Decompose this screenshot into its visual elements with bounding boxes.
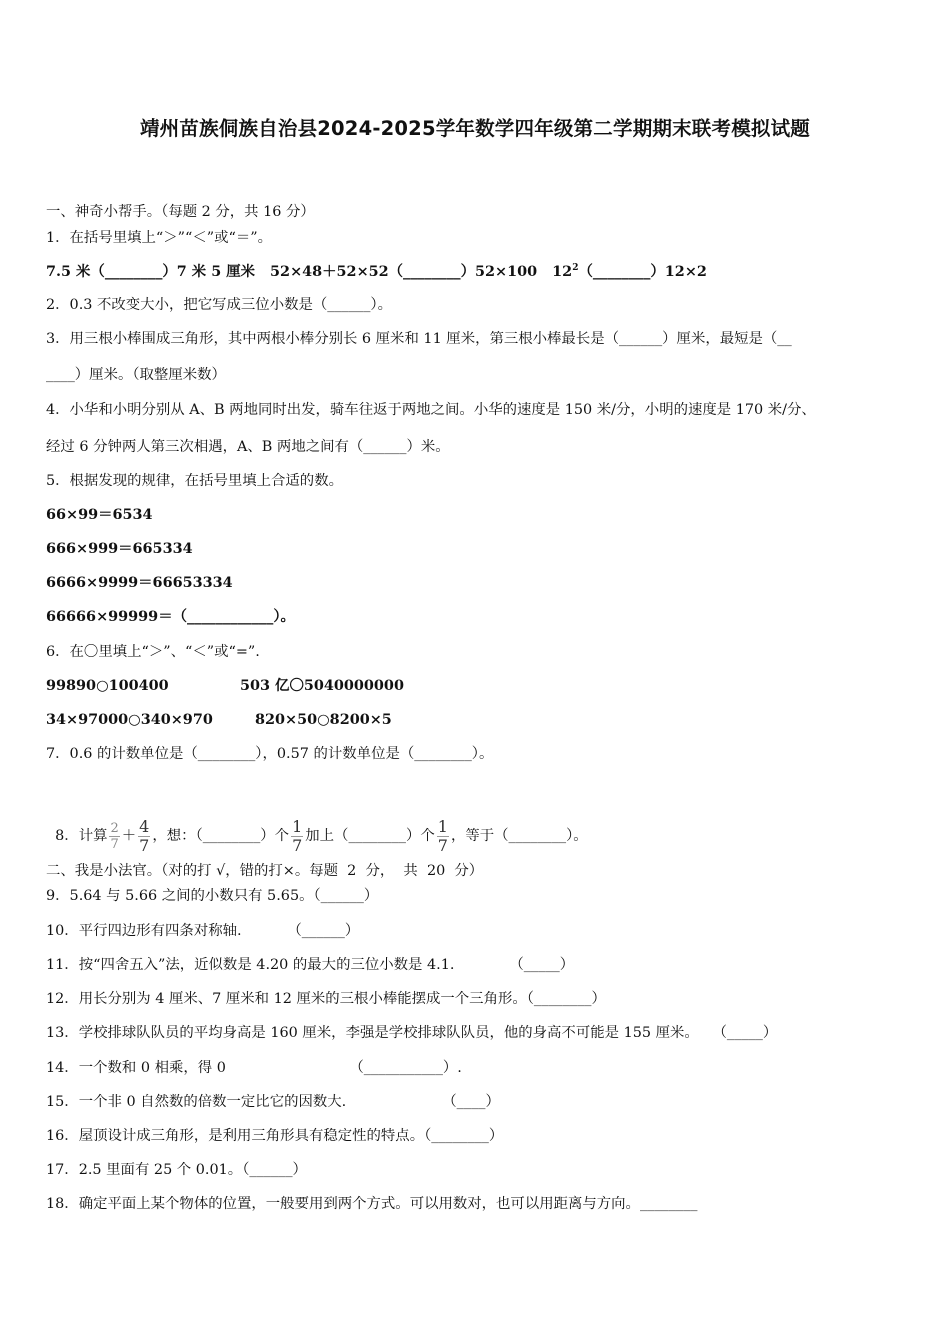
question-6-item: 820×50○8200×5 bbox=[255, 711, 392, 728]
question-18: 18．确定平面上某个物体的位置，一般要用到两个方式。可以用数对，也可以用距离与方向。________ bbox=[46, 1196, 698, 1212]
question-4-line2: 经过 6 分钟两人第三次相遇，A、B 两地之间有（______）米。 bbox=[46, 439, 450, 455]
question-4-line1: 4．小华和小明分别从 A、B 两地同时出发，骑车往返于两地之间。小华的速度是 150 米/分，小明的速度是 170 米/分、 bbox=[46, 402, 816, 418]
fraction bbox=[138, 818, 150, 855]
fraction-denominator: 7 bbox=[292, 835, 303, 855]
fraction bbox=[437, 818, 449, 855]
fraction-numerator: 1 bbox=[437, 816, 448, 836]
question-1-items bbox=[46, 263, 707, 281]
plus-sign: ＋ bbox=[121, 828, 137, 844]
fraction bbox=[291, 818, 303, 855]
fraction-denominator: 7 bbox=[437, 835, 448, 855]
question-11: 11．按“四舍五入”法，近似数是 4.20 的最大的三位小数是 4.1. （_____） bbox=[46, 957, 575, 973]
question-5-row: 6666×9999＝66653334 bbox=[46, 574, 233, 591]
q1-items-b: （________）12×2 bbox=[578, 263, 707, 280]
question-2: 2．0.3 不改变大小，把它写成三位小数是（______）。 bbox=[46, 297, 393, 313]
question-1-stem: 1．在括号里填上“＞”“＜”或“＝”。 bbox=[46, 230, 272, 246]
fraction bbox=[109, 821, 119, 852]
question-3-line2: ____）厘米。（取整厘米数） bbox=[46, 367, 226, 383]
section1-header: 一、神奇小帮手。（每题 2 分，共 16 分） bbox=[46, 204, 315, 220]
question-15: 15．一个非 0 自然数的倍数一定比它的因数大. （____） bbox=[46, 1094, 500, 1110]
question-6-item: 34×97000○340×970 bbox=[46, 711, 213, 728]
question-5-row: 66666×99999＝（____________）。 bbox=[46, 608, 295, 625]
section2-header: 二、我是小法官。（对的打 √，错的打×。每题 2 分， 共 20 分） bbox=[46, 863, 484, 879]
question-10: 10．平行四边形有四条对称轴. （______） bbox=[46, 923, 360, 939]
question-6-item: 503 亿〇5040000000 bbox=[240, 677, 404, 694]
question-6-stem: 6．在〇里填上“＞”、“＜”或“=”. bbox=[46, 644, 260, 660]
question-8 bbox=[46, 776, 588, 856]
fraction-denominator: 7 bbox=[139, 835, 150, 855]
question-12: 12．用长分别为 4 厘米、7 厘米和 12 厘米的三根小棒能摆成一个三角形。（________） bbox=[46, 991, 606, 1007]
page-title: 靖州苗族侗族自治县2024-2025学年数学四年级第二学期期末联考模拟试题 bbox=[139, 117, 811, 140]
question-6-item: 99890○100400 bbox=[46, 677, 169, 694]
question-3-line1: 3．用三根小棒围成三角形，其中两根小棒分别长 6 厘米和 11 厘米，第三根小棒最长是（______）厘米，最短是（__ bbox=[46, 331, 792, 347]
q8-suffix: ，等于（________）。 bbox=[450, 828, 588, 844]
fraction-numerator: 2 bbox=[110, 820, 119, 836]
question-14: 14．一个数和 0 相乘，得 0 （___________）. bbox=[46, 1060, 462, 1076]
question-5-row: 66×99＝6534 bbox=[46, 506, 153, 523]
question-17: 17．2.5 里面有 25 个 0.01。（______） bbox=[46, 1162, 307, 1178]
q8-prefix: 8．计算 bbox=[55, 828, 108, 844]
question-9: 9．5.64 与 5.66 之间的小数只有 5.65。（______） bbox=[46, 888, 379, 904]
fraction-numerator: 4 bbox=[139, 816, 150, 836]
question-5-stem: 5．根据发现的规律，在括号里填上合适的数。 bbox=[46, 473, 343, 489]
q1-exponent: 2 bbox=[572, 263, 579, 274]
q8-mid1: ，想：（________）个 bbox=[152, 828, 290, 844]
fraction-numerator: 1 bbox=[292, 816, 303, 836]
q8-mid2: 加上（________）个 bbox=[305, 828, 435, 844]
question-7: 7．0.6 的计数单位是（________），0.57 的计数单位是（________）。 bbox=[46, 746, 494, 762]
question-16: 16．屋顶设计成三角形，是利用三角形具有稳定性的特点。（________） bbox=[46, 1128, 504, 1144]
fraction-denominator: 7 bbox=[110, 836, 119, 852]
q1-items-a: 7.5 米（________）7 米 5 厘米 52×48＋52×52（________）52×100 12 bbox=[46, 263, 573, 280]
question-13: 13．学校排球队队员的平均身高是 160 厘米，李强是学校排球队队员，他的身高不可能是 155 厘米。 （_____） bbox=[46, 1025, 778, 1041]
question-5-row: 666×999＝665334 bbox=[46, 540, 193, 557]
